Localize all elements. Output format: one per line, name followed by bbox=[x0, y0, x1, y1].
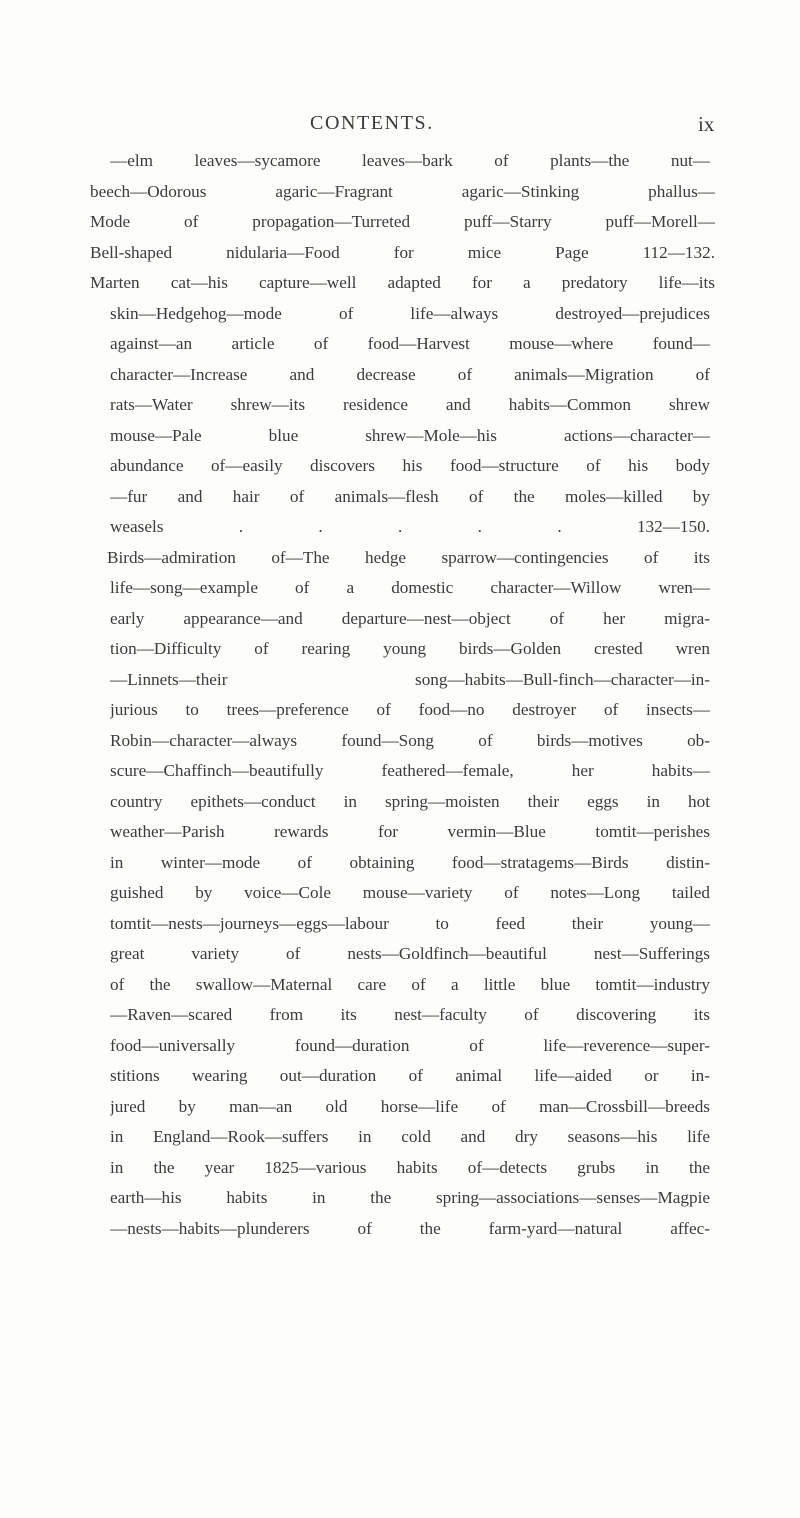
text-line: —elm leaves—sycamore leaves—bark of plants—the nut— bbox=[110, 151, 710, 170]
text-line: beech—Odorous agaric—Fragrant agaric—Stinking phallus— bbox=[90, 181, 715, 201]
text-line: scure—Chaffinch—beautifully feathered—female, her habits— bbox=[110, 761, 710, 780]
page-title: CONTENTS. bbox=[310, 112, 434, 134]
text-line: tomtit—nests—journeys—eggs—labour to feed their young— bbox=[110, 913, 710, 933]
page-number: ix bbox=[698, 112, 715, 136]
text-line: jured by man—an old horse—life of man—Crossbill—breeds bbox=[110, 1096, 710, 1116]
text-line: stitions wearing out—duration of animal life—aided or in- bbox=[110, 1066, 710, 1085]
text-line: skin—Hedgehog—mode of life—always destroyed—prejudices bbox=[110, 303, 710, 323]
text-line: Robin—character—always found—Song of birds—motives ob- bbox=[110, 730, 710, 750]
text-line: rats—Water shrew—its residence and habits—Common shrew bbox=[110, 395, 710, 414]
text-line: earth—his habits in the spring—associations—senses—Magpie bbox=[110, 1188, 710, 1207]
text-line: jurious to trees—preference of food—no destroyer of insects— bbox=[110, 700, 710, 719]
running-head bbox=[0, 112, 800, 142]
text-line: —Raven—scared from its nest—faculty of discovering its bbox=[110, 1005, 710, 1024]
text-line: in the year 1825—various habits of—detects grubs in the bbox=[110, 1157, 710, 1177]
text-line: Marten cat—his capture—well adapted for a predatory life—its bbox=[90, 273, 715, 292]
text-line: weasels . . . . . 132—150. bbox=[110, 517, 710, 536]
text-line: of the swallow—Maternal care of a little blue tomtit—industry bbox=[110, 974, 710, 994]
text-line: early appearance—and departure—nest—object of her migra- bbox=[110, 608, 710, 628]
text-line: abundance of—easily discovers his food—structure of his body bbox=[110, 456, 710, 475]
text-line: great variety of nests—Goldfinch—beautiful nest—Sufferings bbox=[110, 944, 710, 963]
text-line: country epithets—conduct in spring—moisten their eggs in hot bbox=[110, 791, 710, 811]
text-line: character—Increase and decrease of animals—Migration of bbox=[110, 364, 710, 384]
text-line: tion—Difficulty of rearing young birds—Golden crested wren bbox=[110, 639, 710, 658]
text-line: in winter—mode of obtaining food—stratagems—Birds distin- bbox=[110, 852, 710, 872]
text-line: guished by voice—Cole mouse—variety of notes—Long tailed bbox=[110, 883, 710, 902]
text-line: —nests—habits—plunderers of the farm-yard—natural affec- bbox=[110, 1218, 710, 1238]
text-line: Birds—admiration of—The hedge sparrow—contingencies of its bbox=[107, 547, 710, 567]
text-line: in England—Rook—suffers in cold and dry seasons—his life bbox=[110, 1127, 710, 1146]
text-line: Bell-shaped nidularia—Food for mice Page 112—132. bbox=[90, 242, 715, 262]
text-line: —Linnets—their song—habits—Bull-finch—character—in- bbox=[110, 669, 710, 689]
text-line: food—universally found—duration of life—reverence—super- bbox=[110, 1035, 710, 1055]
text-line: mouse—Pale blue shrew—Mole—his actions—character— bbox=[110, 425, 710, 445]
text-line: life—song—example of a domestic character—Willow wren— bbox=[110, 578, 710, 597]
text-line: —fur and hair of animals—flesh of the moles—killed by bbox=[110, 486, 710, 506]
text-line: Mode of propagation—Turreted puff—Starry puff—Morell— bbox=[90, 212, 715, 231]
text-line: against—an article of food—Harvest mouse—where found— bbox=[110, 334, 710, 353]
text-line: weather—Parish rewards for vermin—Blue tomtit—perishes bbox=[110, 822, 710, 841]
